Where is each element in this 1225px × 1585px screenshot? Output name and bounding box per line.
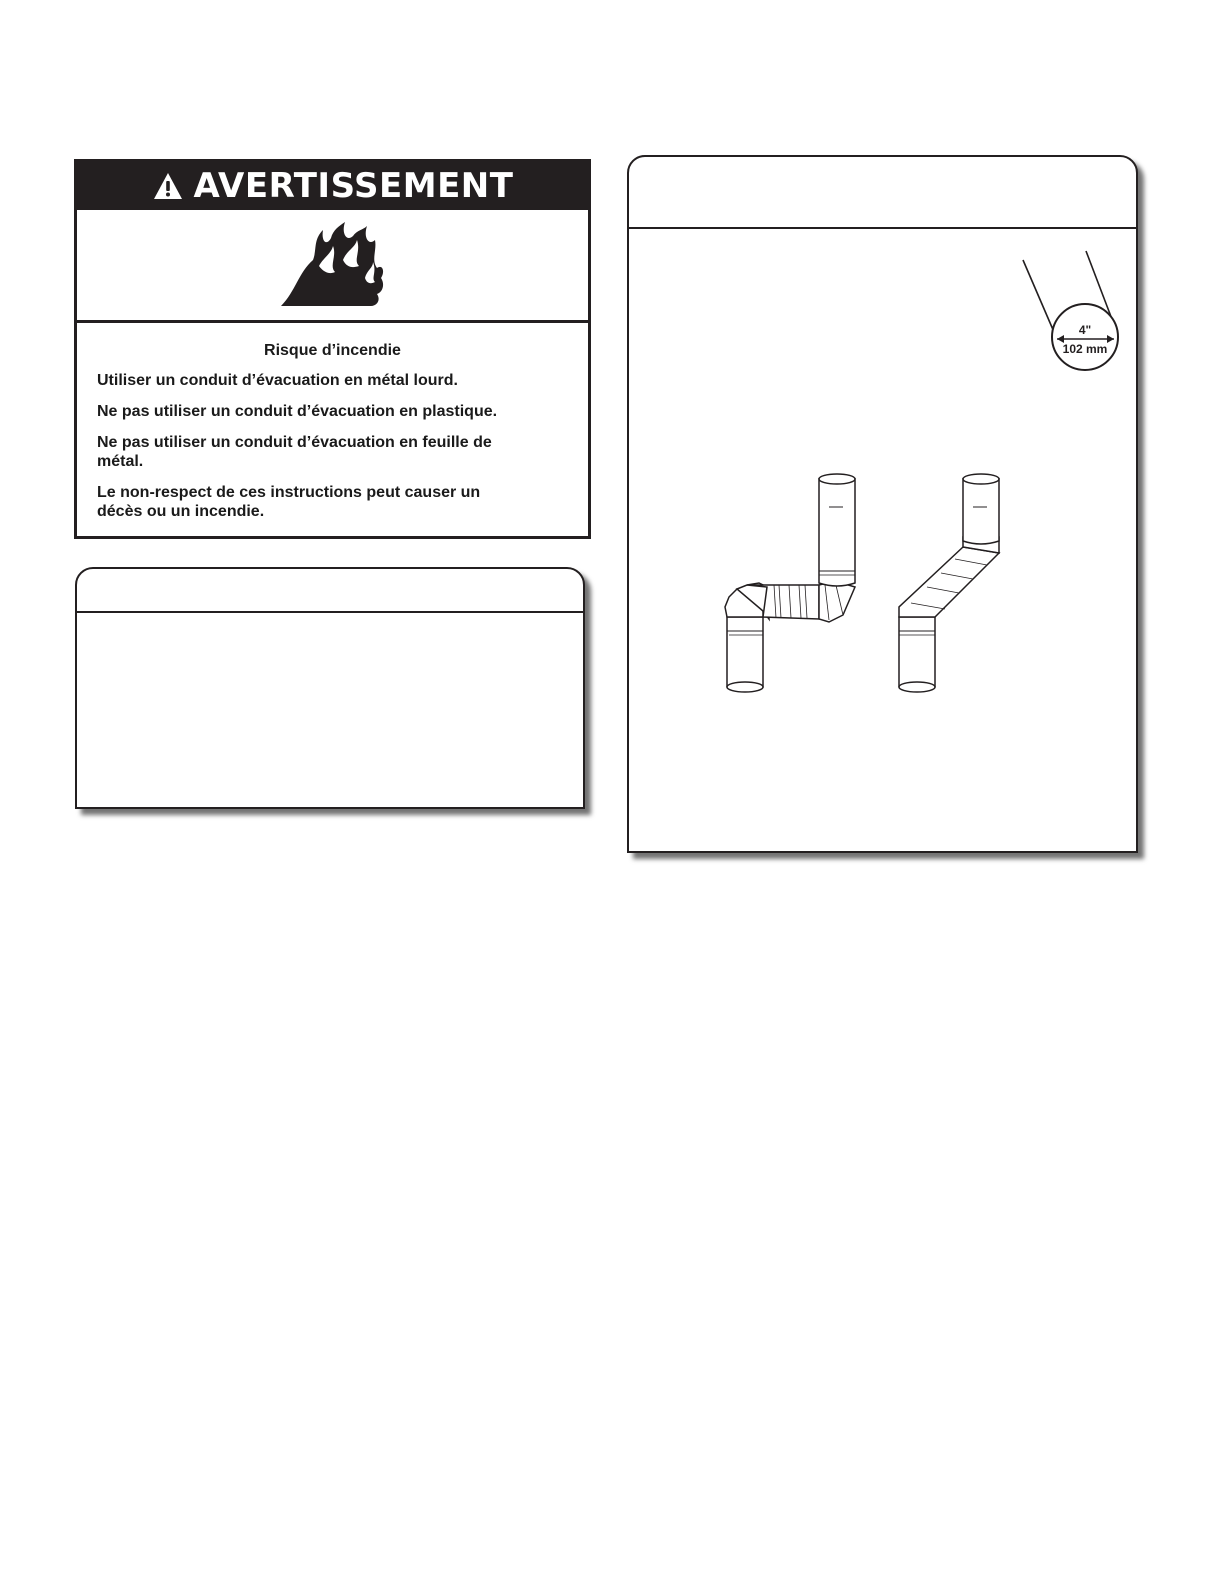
fire-icon (273, 220, 393, 310)
hazard-title: Risque d’incendie (264, 342, 401, 359)
info-panel-left-header (77, 569, 583, 613)
fire-icon-row (77, 210, 588, 323)
vent-duct-panel (627, 155, 1138, 853)
diameter-inches: 4" (1078, 323, 1092, 337)
warning-header (77, 162, 588, 210)
warning-box (74, 159, 591, 539)
warning-title: AVERTISSEMENT (193, 166, 514, 206)
duct-diameter-diagram (1023, 251, 1118, 370)
warning-line-foil: Ne pas utiliser un conduit d’évacuation en feuille de métal. (97, 434, 492, 470)
warning-triangle-icon (152, 171, 184, 201)
info-panel-left (75, 567, 585, 809)
warning-line-consequence: Le non-respect de ces instructions peut causer un décès ou un incendie. (97, 484, 481, 520)
duct-illustration (629, 157, 1136, 851)
warning-line-metal: Utiliser un conduit d’évacuation en métal lourd. (97, 372, 458, 389)
duct-elbow-illustration (725, 474, 855, 692)
diameter-mm: 102 mm (1062, 342, 1108, 356)
duct-angled-illustration (899, 474, 999, 692)
warning-line-plastic: Ne pas utiliser un conduit d’évacuation en plastique. (97, 403, 498, 420)
